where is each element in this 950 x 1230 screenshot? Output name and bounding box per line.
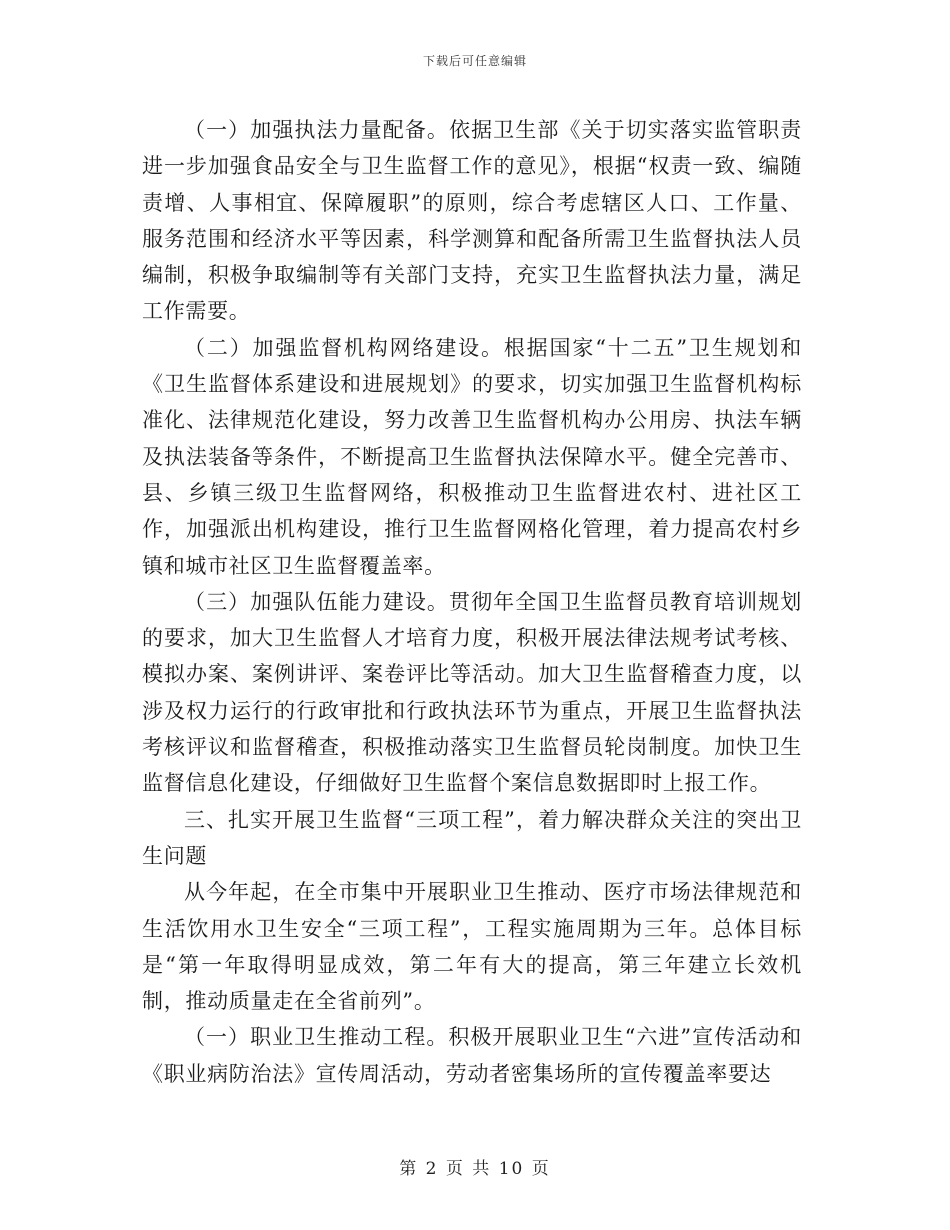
paragraph-network-construction: （二）加强监督机构网络建设。根据国家“十二五”卫生规划和《卫生监督体系建设和进展规划》的要求，切实加强卫生监督机构标准化、法律规范化建设，努力改善卫生监督机构办公用房、执法车辆及执法装备等条件，不断提高卫生监督执法保障水平。健全完善市、县、乡镇三级卫生监督网络，积极推动卫生监督进农村、进社区工作，加强派出机构建设，推行卫生监督网格化管理，着力提高农村乡镇和城市社区卫生监督覆盖率。 <box>142 335 802 578</box>
page-number-footer: 第 2 页 共 10 页 <box>399 1159 551 1179</box>
paragraph-three-projects-overview: 从今年起，在全市集中开展职业卫生推动、医疗市场法律规范和生活饮用水卫生安全“三项工程”，工程实施周期为三年。总体目标是“第一年取得明显成效，第二年有大的提高，第三年建立长效机制，推动质量走在全省前列”。 <box>142 880 802 1014</box>
page-header-note: 下载后可任意编辑 <box>422 54 527 68</box>
section-heading-three-projects: 三、扎实开展卫生监督“三项工程”，着力解决群众关注的突出卫生问题 <box>142 807 802 868</box>
document-body <box>142 112 802 1092</box>
paragraph-team-capacity: （三）加强队伍能力建设。贯彻年全国卫生监督员教育培训规划的要求，加大卫生监督人才培育力度，积极开展法律法规考试考核、模拟办案、案例讲评、案卷评比等活动。加大卫生监督稽查力度，以涉及权力运行的行政审批和行政执法环节为重点，开展卫生监督执法考核评议和监督稽查，积极推动落实卫生监督员轮岗制度。加快卫生监督信息化建设，仔细做好卫生监督个案信息数据即时上报工作。 <box>142 589 802 796</box>
paragraph-occupational-health: （一）职业卫生推动工程。积极开展职业卫生“六进”宣传活动和《职业病防治法》宣传周活动，劳动者密集场所的宣传覆盖率要达 <box>142 1025 802 1086</box>
paragraph-enforcement-staffing: （一）加强执法力量配备。依据卫生部《关于切实落实监管职责进一步加强食品安全与卫生监督工作的意见》，根据“权责一致、编随责增、人事相宜、保障履职”的原则，综合考虑辖区人口、工作量、服务范围和经济水平等因素，科学测算和配备所需卫生监督执法人员编制，积极争取编制等有关部门支持，充实卫生监督执法力量，满足工作需要。 <box>142 118 802 324</box>
